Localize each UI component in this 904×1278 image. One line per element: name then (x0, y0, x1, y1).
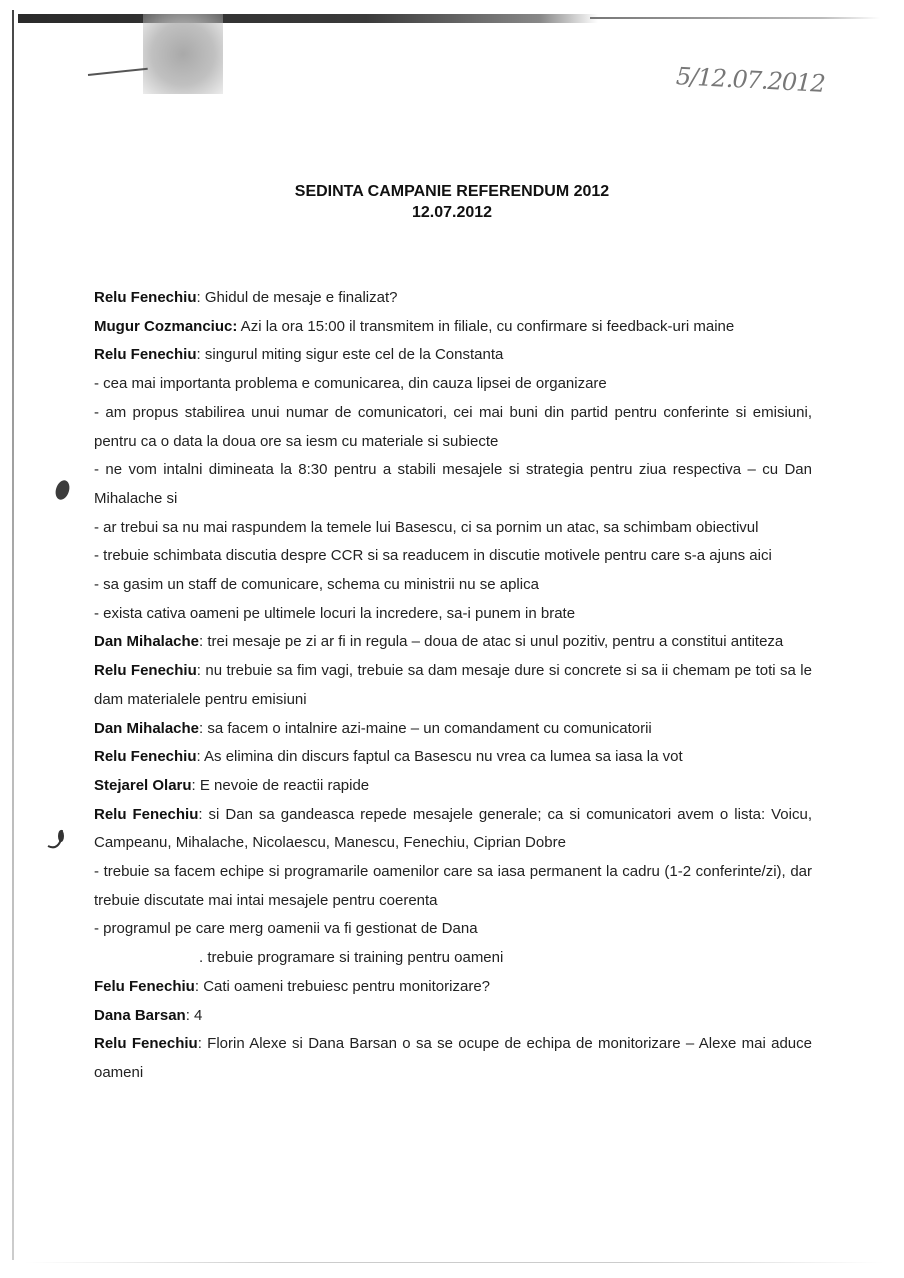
transcript-line (94, 715, 812, 744)
transcript-line (94, 657, 812, 714)
utterance-text: - sa gasim un staff de comunicare, schema cu ministrii nu se aplica (94, 576, 539, 594)
transcript-line (94, 628, 812, 657)
utterance-text: : E nevoie de reactii rapide (191, 776, 370, 794)
document-title: SEDINTA CAMPANIE REFERENDUM 2012 (294, 183, 610, 200)
utterance-text: : Florin Alexe si Dana Barsan o sa se ocupe de echipa de monitorizare – Alexe mai aduce oameni (94, 1035, 812, 1081)
transcript-line (94, 1030, 812, 1087)
transcript-line (94, 772, 812, 801)
transcript-line (94, 370, 812, 399)
transcript-line (94, 858, 812, 915)
utterance-text: - trebuie schimbata discutia despre CCR si sa readucem in discutie motivele pentru care s-a ajuns aici (94, 547, 772, 565)
utterance-text: - ar trebui sa nu mai raspundem la temele lui Basescu, ci sa pornim un atac, sa schimbam obiectivul (94, 518, 759, 536)
transcript-line (94, 944, 812, 973)
utterance-text: : sa facem o intalnire azi-maine – un comandament cu comunicatorii (199, 719, 652, 737)
transcript-line (94, 600, 812, 629)
speaker-name: Dan Mihalache (94, 633, 200, 651)
meeting-transcript (94, 284, 812, 1088)
utterance-text: . trebuie programare si training pentru oameni (199, 949, 504, 967)
utterance-text: Azi la ora 15:00 il transmitem in filiale, cu confirmare si feedback-uri maine (237, 317, 735, 335)
transcript-line (94, 284, 812, 313)
utterance-text: : trei mesaje pe zi ar fi in regula – doua de atac si unul pozitiv, pentru a constitui antiteza (199, 633, 784, 651)
speaker-name: Felu Fenechiu (94, 977, 195, 995)
transcript-line (94, 341, 812, 370)
transcript-line (94, 313, 812, 342)
transcript-line (94, 801, 812, 858)
speaker-name: Relu Fenechiu (94, 805, 199, 823)
pen-mark (46, 828, 66, 850)
transcript-line (94, 514, 812, 543)
speaker-name: Dan Mihalache (94, 719, 200, 737)
transcript-line (94, 973, 812, 1002)
utterance-text: - cea mai importanta problema e comunicarea, din cauza lipsei de organizare (94, 375, 607, 393)
utterance-text: - exista cativa oameni pe ultimele locuri la incredere, sa-i punem in brate (94, 604, 576, 622)
scan-top-bar (18, 14, 598, 23)
utterance-text: - ne vom intalni dimineata la 8:30 pentru a stabili mesajele si strategia pentru ziua respectiva – cu Dan Mihalache si (94, 461, 812, 507)
transcript-line (94, 571, 812, 600)
speaker-name: Stejarel Olaru (94, 776, 192, 794)
scan-bottom-line (24, 1262, 884, 1263)
transcript-line (94, 1002, 812, 1031)
speaker-name: Relu Fenechiu (94, 346, 197, 364)
utterance-text: : si Dan sa gandeasca repede mesajele generale; ca si comunicatori avem o lista: Voicu, Campeanu, Mihalache, Nicolaescu, Manescu, Fenechiu, Ciprian Dobre (94, 805, 812, 852)
speaker-name: Relu Fenechiu (94, 1035, 198, 1053)
handwritten-note: 5/12.07.2012 (675, 62, 826, 98)
transcript-line (94, 743, 812, 772)
utterance-text: - am propus stabilirea unui numar de comunicatori, cei mai buni din partid pentru conferinte si emisiuni, pentru ca o data la doua ore sa iesm cu materiale si subiecte (94, 403, 812, 450)
scan-smudge (143, 14, 223, 94)
transcript-line (94, 456, 812, 513)
utterance-text: : Ghidul de mesaje e finalizat? (196, 289, 398, 306)
speaker-name: Relu Fenechiu (94, 662, 197, 680)
speaker-name: Dana Barsan (94, 1006, 186, 1024)
utterance-text: : singurul miting sigur este cel de la Constanta (196, 346, 504, 364)
utterance-text: - programul pe care merg oamenii va fi gestionat de Dana (94, 920, 478, 938)
ink-blot-mark (53, 478, 72, 501)
utterance-text: : Cati oameni trebuiesc pentru monitorizare? (194, 977, 491, 995)
transcript-line (94, 542, 812, 571)
transcript-line (94, 915, 812, 944)
document-date: 12.07.2012 (411, 204, 493, 221)
scan-top-line (590, 17, 880, 19)
utterance-text: : As elimina din discurs faptul ca Basescu nu vrea ca lumea sa iasa la vot (196, 748, 683, 766)
utterance-text: : nu trebuie sa fim vagi, trebuie sa dam mesaje dure si concrete si sa ii chemam pe toti sa le dam materialele pentru emisiuni (94, 662, 812, 708)
utterance-text: : 4 (185, 1006, 203, 1024)
pen-stroke (88, 68, 148, 76)
utterance-text: - trebuie sa facem echipe si programarile oamenilor care sa iasa permanent la cadru (1-2 conferinte/zi), dar trebuie discutate mai intai mesajele pentru coerenta (94, 863, 812, 909)
speaker-name: Mugur Cozmanciuc: (94, 317, 238, 335)
transcript-line (94, 399, 812, 456)
speaker-name: Relu Fenechiu (94, 289, 197, 306)
speaker-name: Relu Fenechiu (94, 748, 197, 766)
